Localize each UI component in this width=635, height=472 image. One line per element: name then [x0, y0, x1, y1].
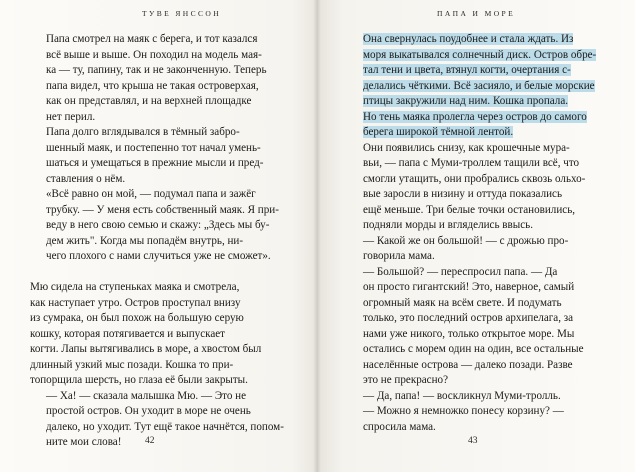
left-paragraph: [30, 125, 284, 187]
text-line: — Ха! — сказала малышка Мю. — Это не: [46, 389, 247, 402]
text-line: далеко, но уходит. Тут ещё такое начнётся, попом-: [46, 420, 284, 433]
left-page: [0, 0, 317, 472]
text-line: длинный узкий мыс позади. Кошка то при-: [30, 358, 234, 371]
text-line: [347, 110, 609, 126]
text-line: ка — ту, папину, так и не законченную. Теперь: [46, 64, 267, 76]
text-line: ните мои слова!: [46, 436, 122, 448]
text-line: папа видел, что крыша не такая островерхая,: [46, 79, 259, 92]
text-line: [347, 79, 609, 95]
left-paragraph: [30, 32, 284, 125]
running-head-title: ПАПА И МОРЕ: [437, 9, 516, 18]
text-line: — Большой? — переспросил папа. — Да: [363, 265, 558, 278]
text-line: кошку, которая потягивается и выпускает: [30, 327, 226, 340]
text-line: — Какой же он большой! — с дрожью про-: [363, 234, 569, 247]
text-line: он просто гигантский! Это, наверное, самый: [363, 281, 575, 293]
text-line: [347, 125, 609, 141]
right-paragraph: [347, 234, 609, 265]
text-line: из сумрака, он был похож на большую серую: [30, 312, 244, 324]
left-paragraph: [30, 280, 284, 389]
right-paragraph: [347, 141, 609, 234]
text-highlight: Но тень маяка пролегла через остров до самого: [363, 110, 587, 123]
left-paragraph: [30, 389, 284, 451]
running-head-author: ТУВЕ ЯНССОН: [142, 9, 222, 18]
text-line: это не прекрасно?: [363, 374, 449, 386]
text-line: Мю сидела на ступеньках маяка и смотрела,: [30, 281, 240, 293]
left-page-body: [30, 32, 284, 451]
right-paragraph: [347, 32, 609, 141]
text-line: шенный маяк, и постепенно тот начал умень-: [46, 141, 261, 154]
text-highlight: птицы закружили над ним. Кошка пропала.: [363, 95, 569, 107]
text-line: населённые острова — далеко позади. Разве: [363, 358, 573, 371]
right-paragraph: [347, 389, 609, 405]
left-paragraph: [30, 187, 284, 265]
text-line: «Всё равно он мой, — подумал папа и зажёг: [46, 188, 256, 200]
text-line: спросила мама.: [363, 420, 436, 433]
text-line: когти. Лапы вытягивались в море, а хвостом был: [30, 343, 262, 355]
text-line: нами уже никого, только открытое море. Мы: [363, 327, 575, 340]
text-line: смогли утащить, они пробрались сквозь ольхо-: [363, 172, 586, 185]
text-line: простой остров. Он уходит в море не очень: [46, 405, 251, 417]
text-line: — Да, папа! — воскликнул Муми-тролль.: [363, 389, 561, 402]
text-line: всё выше и выше. Он походил на модель мая-: [46, 48, 262, 61]
right-page-body: [347, 32, 609, 435]
page-number-left: 42: [145, 436, 155, 446]
text-highlight: тал тени и цвета, втянул когти, очертания с-: [363, 64, 571, 76]
text-line: Они появились снизу, как крошечные мура-: [363, 141, 570, 154]
text-line: трубку. — У меня есть собственный маяк. Я при-: [46, 203, 279, 216]
text-line: как он представлял, и на верхней площадке: [46, 95, 252, 107]
book-gutter: [313, 0, 321, 472]
text-highlight: делались чёткими. Всё засияло, и белые морские: [363, 79, 595, 92]
text-line: [347, 63, 609, 79]
text-line: Папа смотрел на маяк с берега, и тот казался: [46, 33, 258, 45]
text-line: огромный маяк на всём свете. И подумать: [363, 296, 562, 309]
text-line: Папа долго вглядывался в тёмный забро-: [46, 126, 240, 138]
text-line: ставления о нём.: [46, 172, 126, 185]
text-line: [347, 94, 609, 110]
text-highlight: берега широкой тёмной лентой.: [363, 126, 514, 138]
text-line: только, это последний остров архипелага, за: [363, 312, 574, 324]
page-number-right: 43: [468, 436, 478, 446]
text-line: [347, 48, 609, 64]
text-line: дем жить". Когда мы попадём внутрь, ни-: [46, 234, 244, 247]
text-line: — Можно я немножко понесу корзину? —: [363, 405, 564, 417]
text-line: остались с морем один на один, все остальные: [363, 343, 584, 355]
text-highlight: моря выкатывался солнечный диск. Остров обре-: [363, 48, 597, 61]
right-paragraph: [347, 265, 609, 389]
text-line: подняли морды и вгляделись ввысь.: [363, 219, 533, 231]
right-paragraph: [347, 404, 609, 435]
right-page: [317, 0, 635, 472]
text-line: топорщила шерсть, но глаза её были закрыты.: [30, 374, 248, 386]
text-line: веду в него свою семью и скажу: „Здесь мы бу-: [46, 219, 270, 231]
text-line: чего плохого с нами случиться уже не сможет».: [46, 250, 271, 262]
text-line: нет перил.: [46, 110, 96, 123]
text-line: вьи, — папа с Муми-троллем тащили всё, что: [363, 157, 580, 169]
text-line: говорила мама.: [363, 250, 435, 262]
text-line: шаться и умещаться в прежние мысли и пред-: [46, 157, 264, 169]
text-line: как наступает утро. Остров проступал внизу: [30, 296, 241, 309]
text-line: [347, 32, 609, 48]
text-highlight: Она свернулась поудобнее и стала ждать. Из: [363, 33, 574, 45]
text-line: ещё меньше. Три белые точки остановились,: [363, 203, 576, 216]
text-line: вые заросли в низину и оттуда показались: [363, 188, 563, 200]
